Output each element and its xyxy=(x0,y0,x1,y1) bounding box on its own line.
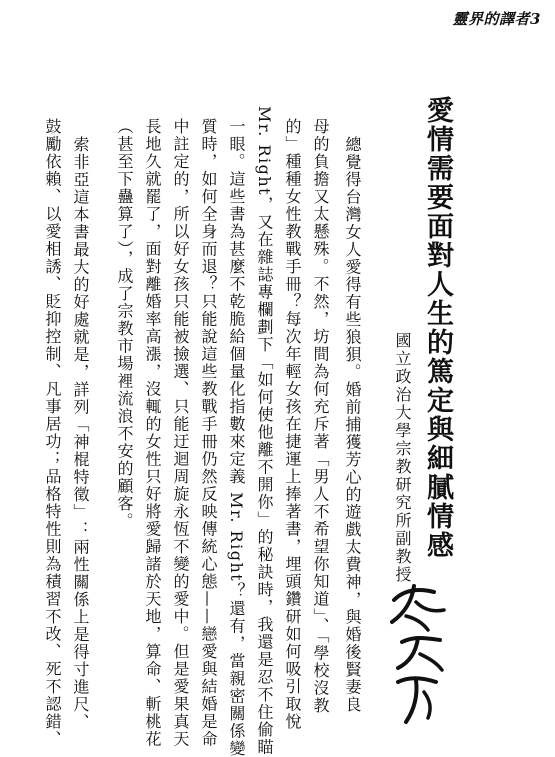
body-column: 中註定的，所以好女孩只能被撿選、只能迂迴周旋永恆不變的愛中。但是愛果真天 xyxy=(171,118,190,748)
author-signature xyxy=(384,582,454,730)
author-affiliation: 國立政治大學宗教研究所副教授 xyxy=(393,332,412,584)
body-column: 一眼。這些書為甚麼不乾脆給個量化指數來定義 Mr. Right？還有，當親密關係變 xyxy=(227,118,246,757)
running-head: 靈界的譯者3 xyxy=(452,10,541,28)
body-column: Mr. Right，又在雜誌專欄劃下「如何使他離不開你」的秘訣時，我還是忍不住偷瞄 xyxy=(255,106,274,757)
body-column: 質時，如何全身而退？只能說這些教戰手冊仍然反映傳統心態——戀愛與結婚是命 xyxy=(199,118,218,748)
body-column: 索非亞這本書最大的好處就是，詳列「神棍特徵」：兩性關係上是得寸進尺、 xyxy=(71,136,90,731)
body-column: 母的負擔又太懸殊。不然，坊間為何充斥著「男人不希望你知道」、「學校沒教 xyxy=(311,118,330,715)
article-title: 愛情需要面對人生的篤定與細膩情感 xyxy=(422,96,453,560)
body-column: 總覺得台灣女人愛得有些狼狽。婚前捕獲芳心的遊戲太費神，與婚後賢妻良 xyxy=(343,136,362,714)
body-column: 長地久就罷了，面對離婚率高漲，沒輒的女性只好將愛歸諸於天地，算命、斬桃花 xyxy=(143,118,162,748)
body-column: 鼓勵依賴、以愛相誘、貶抑控制、凡事居功；品格特性則為積習不改、死不認錯、 xyxy=(43,118,62,748)
body-column: （甚至下蠱算了），成了宗教市場裡流浪不安的顧客。 xyxy=(115,118,134,530)
body-column: 的」種種女性教戰手冊？每次年輕女孩在捷運上捧著書，埋頭鑽研如何吸引取悅 xyxy=(283,118,302,731)
